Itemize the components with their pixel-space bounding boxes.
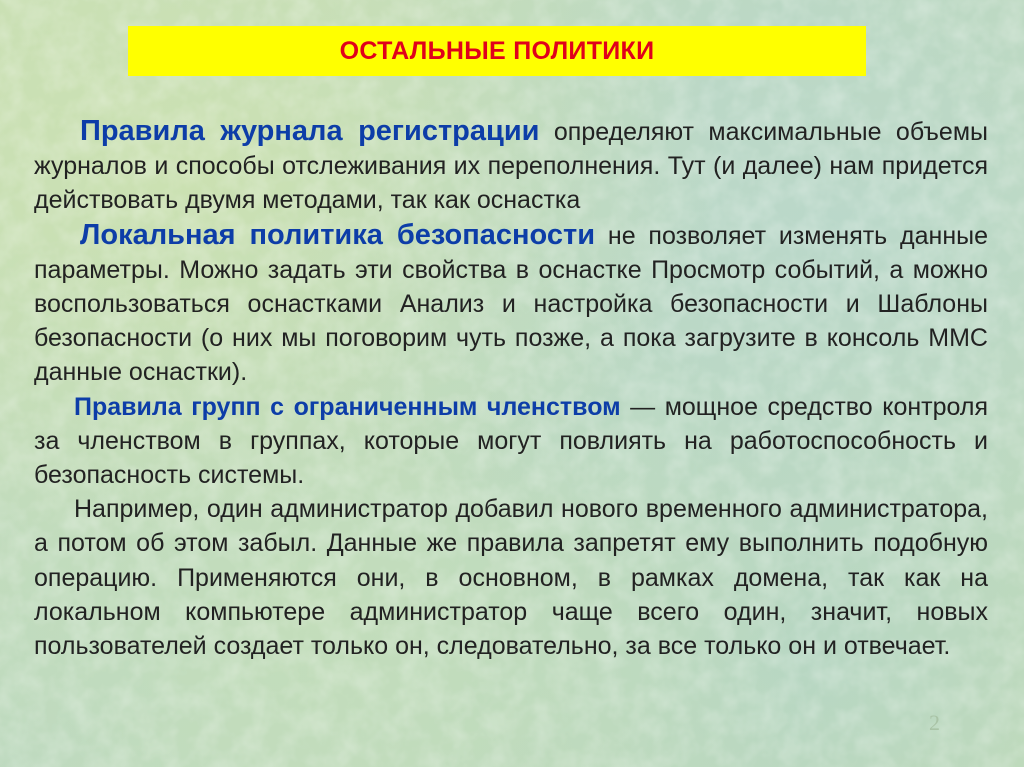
- paragraph-example: [34, 492, 988, 663]
- paragraph-log-rules-text: определяют максимальные объемы журналов и способы отслеживания их переполнения. Тут (и далее) нам придется действовать двумя методами, так как оснастка: [34, 118, 988, 215]
- term-log-rules: Правила журнала регистрации: [80, 115, 540, 147]
- paragraph-log-rules: [34, 114, 988, 218]
- paragraph-restricted-groups-text: — мощное средство контроля за членством в группах, которые могут повлиять на работоспособность и безопасность системы.: [34, 392, 988, 490]
- paragraph-restricted-groups: [34, 390, 988, 493]
- term-local-security-policy: Локальная политика безопасности: [80, 218, 596, 251]
- term-restricted-groups: Правила групп с ограниченным членством: [74, 392, 621, 421]
- title-banner: [128, 26, 866, 76]
- slide-body: [34, 114, 988, 663]
- slide-title: ОСТАЛЬНЫЕ ПОЛИТИКИ: [339, 36, 655, 65]
- paragraph-local-policy-text: не позволяет изменять данные параметры. Можно задать эти свойства в оснастке Просмотр событий, а можно воспользоваться оснастками Анализ и настройка безопасности и Шаблоны безопасности (о них мы поговорим чуть позже, а пока загрузите в консоль ММС данные оснастки).: [34, 221, 989, 387]
- paragraph-local-policy: [34, 218, 988, 390]
- page-number: 2: [929, 710, 940, 735]
- paragraph-example-text: Например, один администратор добавил нового временного администратора, а потом об этом забыл. Данные же правила запретят ему выполнить подобную операцию. Применяются они, в основном, в рамках домена, так как на локальном компьютере администратор чаще всего один, значит, новых пользователей создает только он, следовательно, за все только он и отвечает.: [34, 495, 988, 661]
